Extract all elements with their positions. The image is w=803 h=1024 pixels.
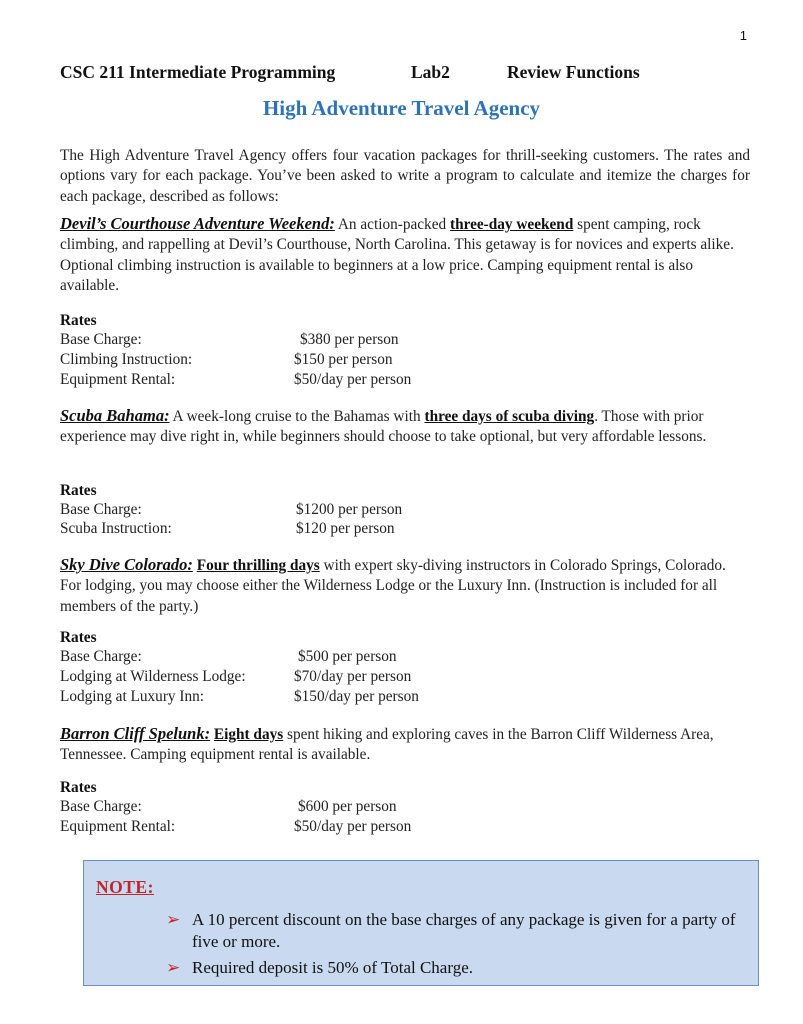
course-name: CSC 211 Intermediate Programming — [60, 62, 336, 82]
rate-row: Climbing Instruction: $150 per person — [60, 351, 393, 368]
rate-row: Base Charge: $600 per person — [60, 798, 397, 815]
page-title: High Adventure Travel Agency — [262, 96, 541, 120]
note-item: ➢ Required deposit is 50% of Total Charge. — [166, 958, 473, 977]
rate-row: Base Charge: $1200 per person — [60, 501, 403, 518]
intro-paragraph: The High Adventure Travel Agency offers four vacation packages for thrill-seeking customers. The rates and options vary for each package. You’ve been asked to write a program to calculate and itemize the charges for each package, described as follows: — [60, 147, 750, 205]
package-1-name: Devil’s Courthouse Adventure Weekend: — [60, 214, 335, 233]
arrow-bullet-icon: ➢ — [166, 958, 181, 977]
package-4-rates-title: Rates — [60, 779, 97, 796]
note-title: NOTE: — [96, 877, 154, 897]
package-4-name: Barron Cliff Spelunk: — [60, 724, 211, 743]
topic-label: Review Functions — [507, 62, 640, 82]
rate-row: Lodging at Wilderness Lodge: $70/day per person — [60, 668, 412, 685]
lab-label: Lab2 — [411, 62, 450, 82]
note-box — [83, 860, 759, 986]
rate-row: Scuba Instruction: $120 per person — [60, 520, 395, 537]
package-2-name: Scuba Bahama: — [60, 406, 170, 425]
package-2-highlight: three days of scuba diving — [424, 408, 595, 425]
package-4-highlight: Eight days — [213, 726, 284, 743]
package-1-rates-title: Rates — [60, 312, 97, 329]
package-4-description: Barron Cliff Spelunk: Eight days spent hiking and exploring caves in the Barron Cliff Wilderness Area, Tennessee. Camping equipment rental is available. — [60, 724, 714, 764]
package-3-rates-title: Rates — [60, 629, 97, 646]
package-2-description: Scuba Bahama: A week-long cruise to the Bahamas with three days of scuba diving. Those with prior experience may dive right in, while beginners should choose to take optional, but very affordable lessons. — [60, 406, 707, 446]
rate-row: Equipment Rental: $50/day per person — [60, 371, 412, 388]
package-2-rates-title: Rates — [60, 482, 97, 499]
note-item: ➢ A 10 percent discount on the base charges of any package is given for a party of five or more. — [166, 910, 736, 951]
rate-row: Equipment Rental: $50/day per person — [60, 818, 412, 835]
rate-row: Lodging at Luxury Inn: $150/day per person — [60, 688, 419, 705]
arrow-bullet-icon: ➢ — [166, 910, 181, 929]
package-3-name: Sky Dive Colorado: — [60, 555, 193, 574]
rate-row: Base Charge: $380 per person — [60, 331, 399, 348]
rate-row: Base Charge: $500 per person — [60, 648, 397, 665]
page-number: 1 — [739, 28, 747, 43]
package-3-description: Sky Dive Colorado: Four thrilling days with expert sky-diving instructors in Colorado Springs, Colorado. For lodging, you may choose either the Wilderness Lodge or the Luxury Inn. (Instruction is included for all members of the party.) — [60, 555, 726, 615]
package-1-highlight: three-day weekend — [449, 216, 574, 233]
package-3-highlight: Four thrilling days — [196, 557, 320, 574]
package-1-description: Devil’s Courthouse Adventure Weekend: An action-packed three-day weekend spent camping, rock climbing, and rappelling at Devil’s Courthouse, North Carolina. This getaway is for novices and experts alike. Optional climbing instruction is available to beginners at a low price. Camping equipment rental is also available. — [60, 214, 734, 294]
